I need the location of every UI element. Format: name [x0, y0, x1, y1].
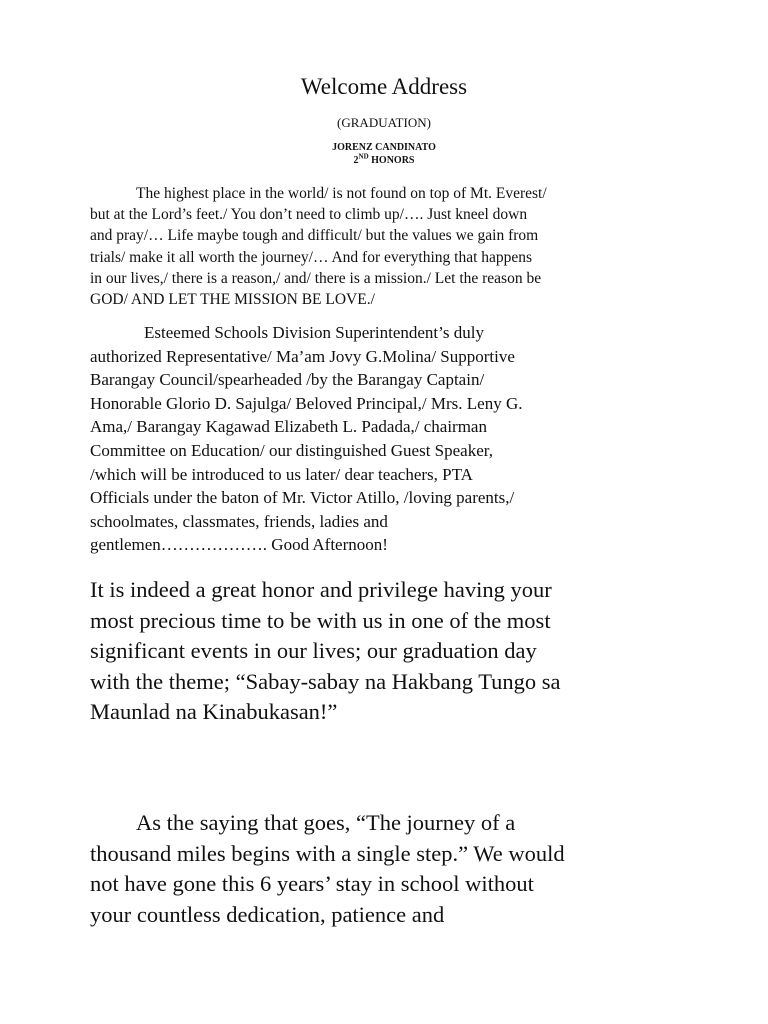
text-line: Barangay Council/spearheaded /by the Barangay Captain/ [90, 370, 485, 390]
paragraph-opening-quote [90, 183, 547, 310]
paragraph-honor [90, 575, 561, 728]
text-line: /which will be introduced to us later/ dear teachers, PTA [90, 464, 473, 484]
author-name: JORENZ CANDINATO [332, 142, 436, 153]
text-line: your countless dedication, patience and [90, 901, 445, 927]
text-line: in our lives,/ there is a reason,/ and/ there is a mission./ Let the reason be [90, 269, 542, 287]
text-line: Officials under the baton of Mr. Victor Atillo, /loving parents,/ [90, 488, 515, 508]
honors-number: 2 [353, 155, 359, 166]
text-line: GOD/ AND LET THE MISSION BE LOVE./ [90, 291, 375, 309]
document-title: Welcome Address [300, 74, 468, 99]
text-line: trials/ make it all worth the journey/… And for everything that happens [90, 248, 533, 266]
text-line: with the theme; “Sabay-sabay na Hakbang Tungo sa [90, 668, 561, 694]
text-line: authorized Representative/ Ma’am Jovy G.Molina/ Supportive [90, 346, 515, 366]
text-line: Ama,/ Barangay Kagawad Elizabeth L. Padada,/ chairman [90, 417, 487, 437]
document-subtitle: (GRADUATION) [337, 115, 431, 130]
paragraph-journey [90, 808, 565, 930]
text-line: Esteemed Schools Division Superintendent’s duly [144, 323, 484, 342]
text-line: It is indeed a great honor and privilege having your [90, 577, 552, 602]
author-honors [0, 152, 768, 167]
text-line: significant events in our lives; our graduation day [90, 638, 537, 663]
text-line: Maunlad na Kinabukasan!” [90, 699, 338, 724]
text-line: not have gone this 6 years’ stay in school without [90, 871, 534, 896]
text-line: Honorable Glorio D. Sajulga/ Beloved Principal,/ Mrs. Leny G. [90, 393, 523, 413]
honors-label: HONORS [368, 155, 415, 166]
text-line: Committee on Education/ our distinguished Guest Speaker, [90, 440, 494, 460]
text-line: and pray/… Life maybe tough and difficult/ but the values we gain from [90, 227, 539, 245]
text-line: but at the Lord’s feet./ You don’t need to climb up/…. Just kneel down [90, 206, 528, 224]
text-line: The highest place in the world/ is not found on top of Mt. Everest/ [136, 185, 547, 202]
text-line: As the saying that goes, “The journey of a [136, 810, 516, 835]
text-line: gentlemen………………. Good Afternoon! [90, 535, 388, 555]
honors-ordinal-suffix: ND [358, 152, 369, 161]
text-line: schoolmates, classmates, friends, ladies and [90, 511, 388, 531]
paragraph-salutation [90, 321, 522, 557]
text-line: most precious time to be with us in one of the most [90, 607, 551, 633]
text-line: thousand miles begins with a single step.” We would [90, 840, 565, 866]
